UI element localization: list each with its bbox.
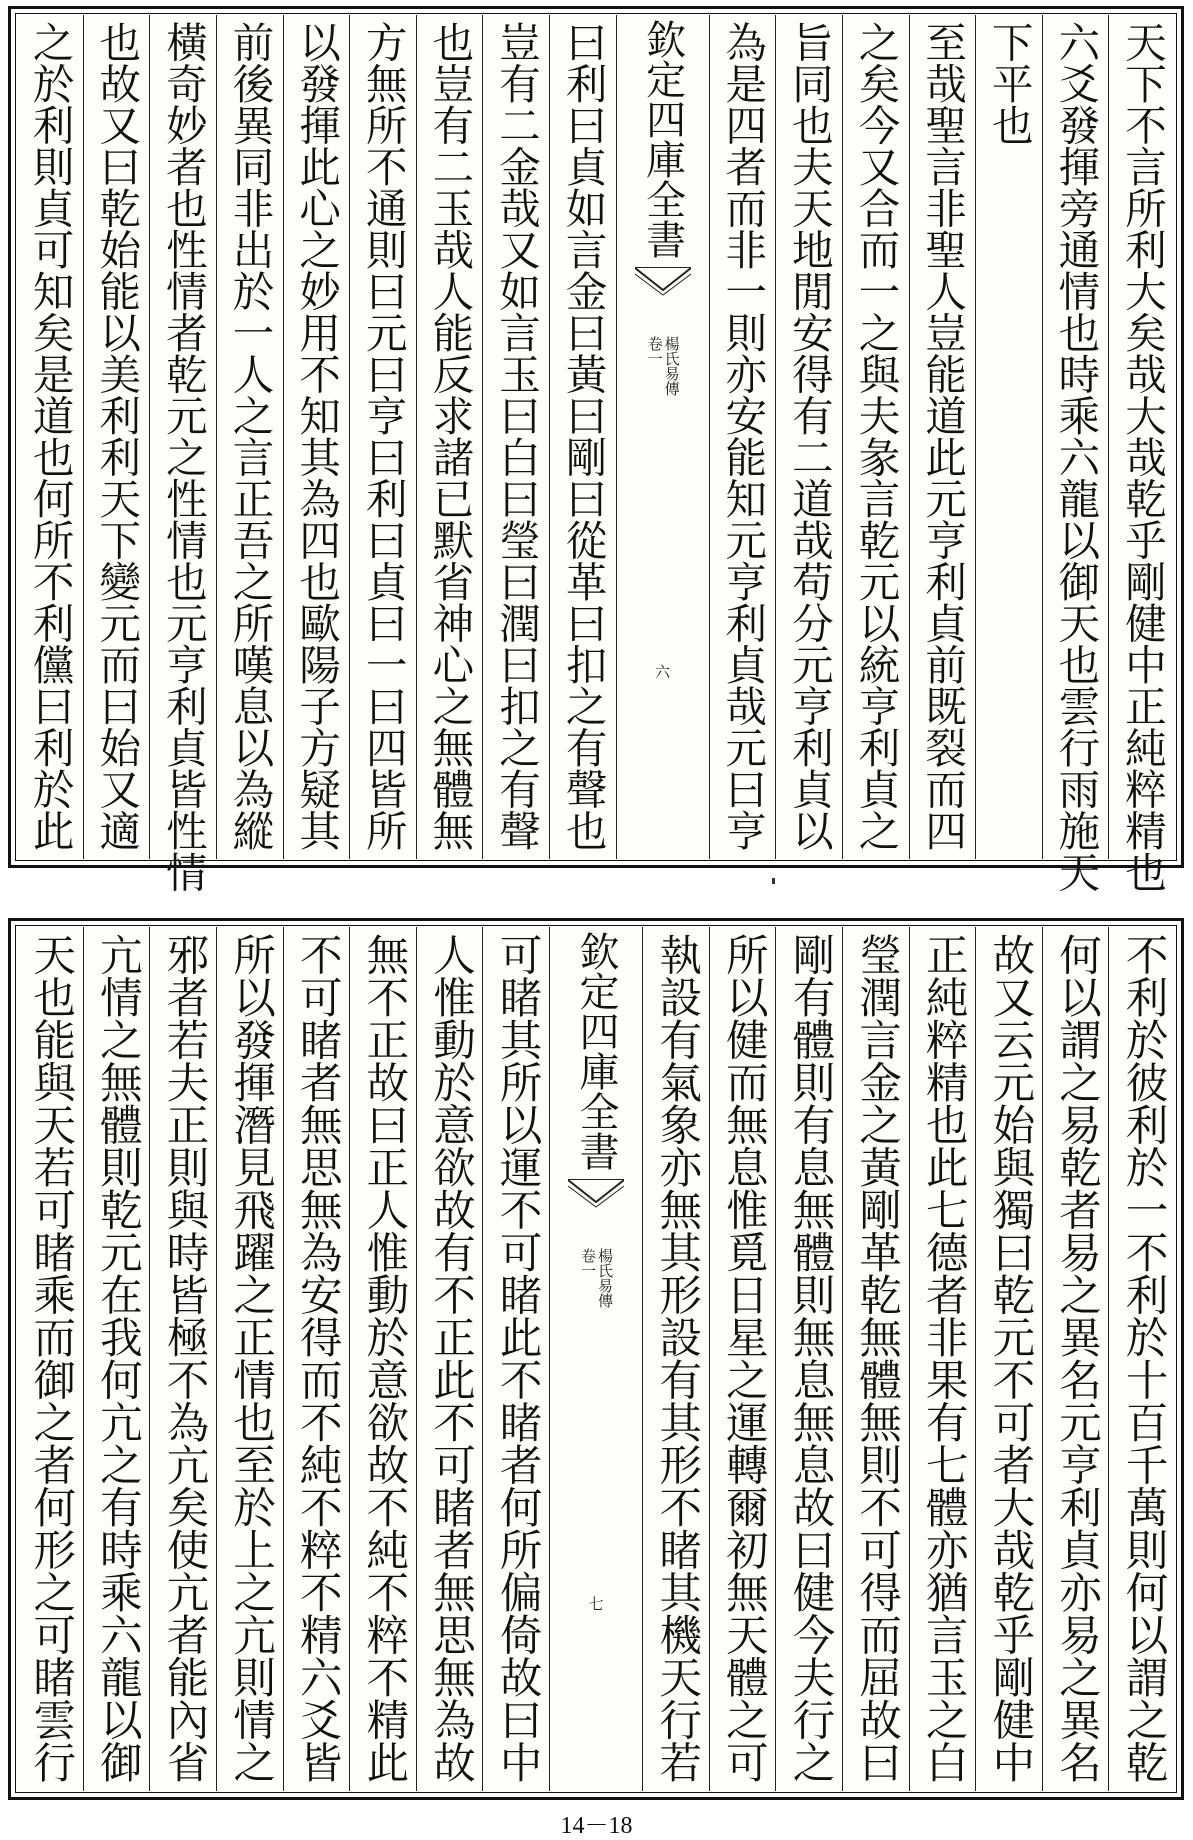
text-column [216,15,283,859]
column-text: 前後異同非出於一人之言正吾之所嘆息以為縱 [225,21,275,851]
text-column [709,15,776,859]
text-column [349,927,416,1791]
ink-dot [772,878,775,884]
text-column [482,927,549,1791]
text-column [17,927,83,1791]
column-text: 人惟動於意欲故有不正此不可睹者無思無為故 [426,933,475,1783]
column-text: 瑩潤言金之黃剛革乾無體無則不可得而屈故曰 [852,933,902,1783]
column-text: 下平也 [984,21,1034,146]
collection-title: 欽定四庫全書 [639,19,686,259]
text-column [842,15,909,859]
column-text: 之矣今又合而一之與夫彖言乾元以統亨利貞之 [851,21,901,851]
column-text: 亢情之無體則乾元在我何亢之有時乘六龍以御 [92,933,142,1783]
page-number: 14－18 [560,1813,633,1839]
column-text: 橫奇妙者也性情者乾元之性情也元亨利貞皆性情 [158,21,208,893]
column-text: 天下不言所利大矣哉大哉乾乎剛健中正純粹精也 [1118,21,1168,893]
column-text: 剛有體則有息無體則無息無息故曰健今夫行之 [785,933,835,1783]
center-fold [549,927,642,1791]
text-column [416,15,483,859]
center-fold [616,15,709,859]
folio-number: 六 [653,664,672,679]
column-text: 至哉聖言非聖人豈能道此元亨利貞前既裂而四 [918,21,968,851]
column-text: 旨同也夫天地閒安得有二道哉苟分元亨利貞以 [784,21,834,851]
text-column [549,15,616,859]
column-text: 無不正故曰正人惟動於意欲故不純不粹不精此 [359,933,409,1783]
text-column [775,927,842,1791]
column-text: 天也能與天若可睹乘而御之者何形之可睹雲行 [26,933,76,1783]
volume-label: 卷一 [579,1248,597,1278]
column-text: 以發揮此心之妙用不知其為四也歐陽子方疑其 [292,21,342,851]
text-columns [17,15,1175,893]
text-column [1042,15,1109,893]
column-text: 故又云元始與獨曰乾元不可者大哉乾乎剛健中 [985,933,1035,1783]
column-text: 不利於彼利於一不利於十百千萬則何以謂之乾 [1118,933,1168,1783]
book-meta [647,336,679,396]
column-text: 也豈有二玉哉人能反求諸已默省神心之無體無 [425,21,475,851]
text-columns [17,927,1175,1791]
column-text: 曰利曰貞如言金曰黃曰剛曰從革曰扣之有聲也 [558,21,608,851]
column-text: 豈有二金哉又如言玉曰白曰瑩曰潤曰扣之有聲 [492,21,542,851]
text-column [283,927,350,1791]
text-column [1042,927,1109,1791]
text-column [283,15,350,859]
collection-title: 欽定四庫全書 [573,931,619,1171]
column-text: 所以健而無息惟覓日星之運轉爾初無天體之可 [718,933,768,1783]
column-text: 方無所不通則曰元曰亨曰利曰貞曰一曰四皆所 [358,21,408,851]
text-column [842,927,909,1791]
column-text: 所以發揮潛見飛躍之正情也至於上之亢則情之 [226,933,276,1783]
column-text: 不可睹者無思無為安得而不純不粹不精六爻皆 [292,933,342,1783]
book-title: 楊氏易傳 [662,336,681,396]
text-column [17,15,83,859]
book-title: 楊氏易傳 [596,1248,614,1308]
text-column [642,927,709,1791]
column-text: 為是四者而非一則亦安能知元亨利貞哉元曰亨 [718,21,768,851]
text-column [975,15,1042,859]
text-column [1108,927,1175,1791]
folio-number: 七 [586,1596,605,1611]
column-text: 正純粹精也此七德者非果有七體亦猶言玉之白 [918,933,968,1783]
text-column [909,927,976,1791]
fishtail-mark-icon [568,1179,624,1208]
text-column [83,15,150,859]
volume-label: 卷一 [645,336,664,366]
text-column [216,927,283,1791]
text-column [975,927,1042,1791]
column-text: 邪者若夫正則與時皆極不為亢矣使亢者能內省 [159,933,209,1783]
text-column [149,927,216,1791]
column-text: 執設有氣象亦無其形設有其形不睹其機天行若 [652,933,702,1783]
column-text: 何以謂之易乾者易之異名元亨利貞亦易之異名 [1052,933,1101,1783]
text-column [909,15,976,859]
text-column [149,15,216,893]
book-page-bottom [8,918,1184,1800]
book-page-top [8,6,1184,893]
text-column [83,927,150,1791]
text-column [709,927,776,1791]
column-text: 可睹其所以運不可睹此不睹者何所偏倚故曰中 [492,933,542,1783]
column-text: 六爻發揮旁通情也時乘六龍以御天也雲行雨施天 [1051,21,1101,893]
text-column [416,927,483,1791]
text-column [349,15,416,859]
text-column [775,15,842,859]
book-meta [580,1248,612,1308]
column-text: 也故又曰乾始能以美利利天下變元而曰始又適 [92,21,142,851]
fishtail-mark-icon [635,267,691,296]
text-column [1108,15,1175,893]
text-column [482,15,549,859]
column-text: 之於利則貞可知矣是道也何所不利儻曰利於此 [25,21,75,851]
